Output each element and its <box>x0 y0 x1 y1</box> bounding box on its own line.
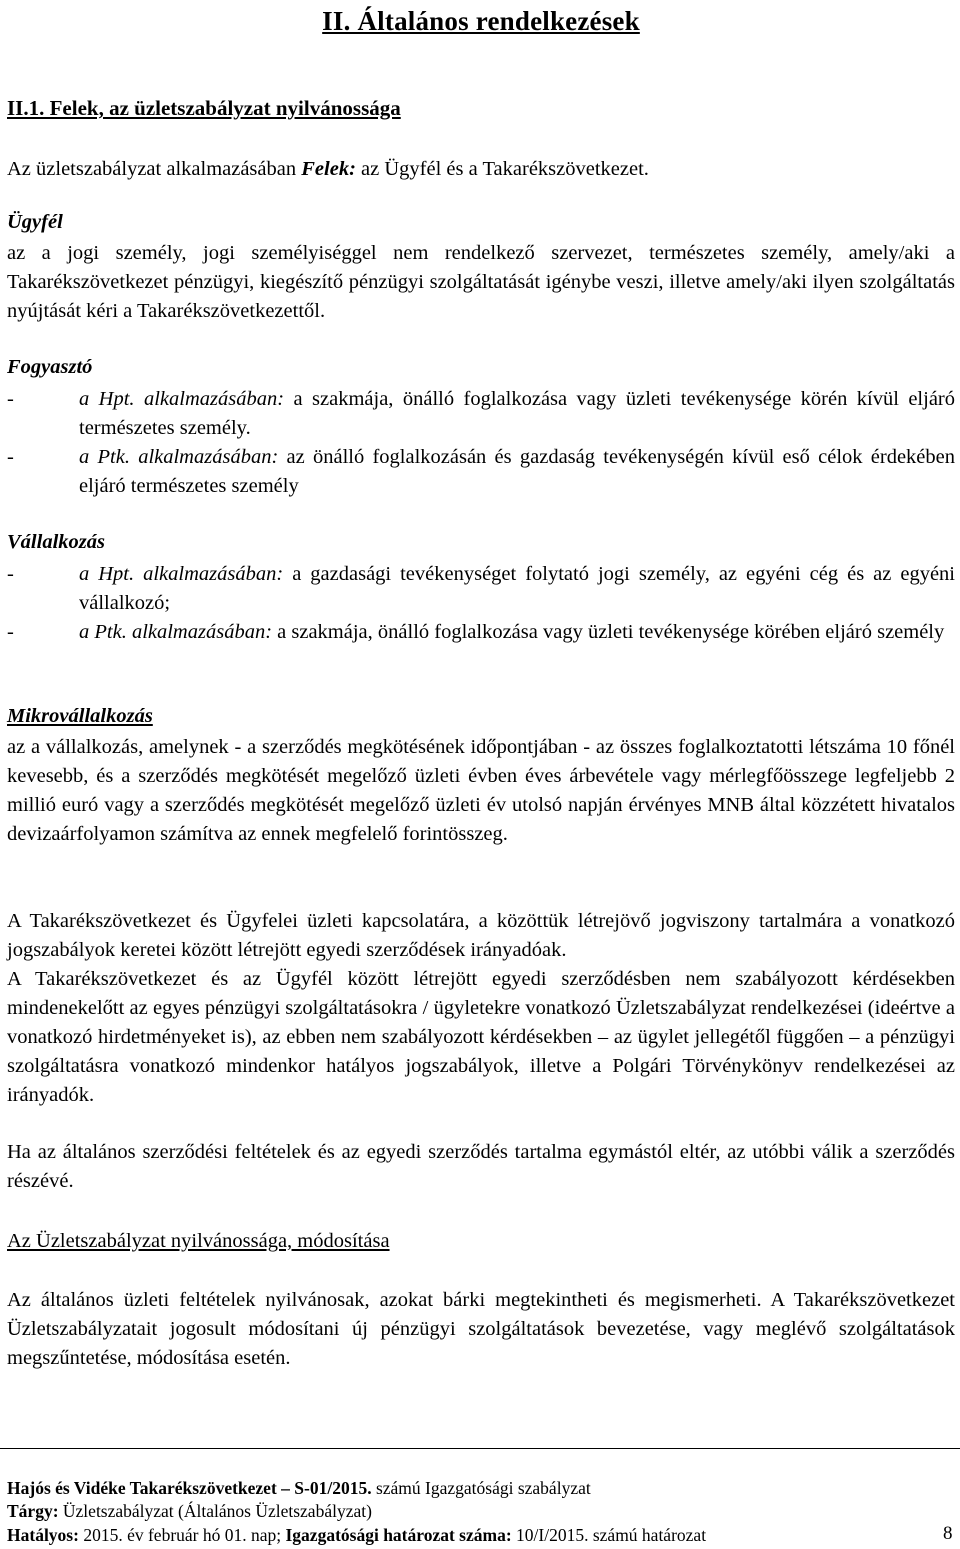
footer-resolution: 10/I/2015. számú határozat <box>511 1525 707 1545</box>
footer-subject: Üzletszabályzat (Általános Üzletszabályzat) <box>58 1501 372 1521</box>
ugyfel-definition: az a jogi személy, jogi személyiséggel nem rendelkező szervezet, természetes személy, amely/aki a Takarékszövetkezet pénzügyi, kiegészítő pénzügyi szolgáltatását igénybe veszi, illetve amely/aki ilyen szolgáltatás nyújtását kéri a Takarékszövetkezettől. <box>7 242 955 322</box>
footer-effective-date: 2015. év február hó 01. nap; <box>78 1525 286 1545</box>
section-heading: II.1. Felek, az üzletszabályzat nyilvánossága <box>7 96 401 120</box>
item-lead: a Hpt. alkalmazásában: <box>79 563 284 585</box>
footer-effective-label: Hatályos: <box>7 1525 79 1545</box>
paragraph-kapcsolat: A Takarékszövetkezet és Ügyfelei üzleti kapcsolatára, a közöttük létrejövő jogviszony tartalmára a vonatkozó jogszabályok keretei között létrejött egyedi szerződések irányadóak. <box>7 910 955 961</box>
list-dash: - <box>7 446 14 468</box>
felek-pre: Az üzletszabályzat alkalmazásában <box>7 158 302 180</box>
nyilvanossag-heading: Az Üzletszabályzat nyilvánossága, módosítása <box>7 1230 390 1252</box>
mikro-heading: Mikrovállalkozás <box>7 705 153 727</box>
item-text: a szakmája, önálló foglalkozása vagy üzleti tevékenysége körében eljáró személy <box>272 621 945 643</box>
vallalkozas-heading: Vállalkozás <box>7 531 105 553</box>
footer-resolution-label: Igazgatósági határozat száma: <box>285 1525 512 1545</box>
list-dash: - <box>7 621 14 643</box>
felek-term: Felek: <box>301 158 356 180</box>
felek-post: az Ügyfél és a Takarékszövetkezet. <box>355 158 649 180</box>
ugyfel-heading: Ügyfél <box>7 211 63 233</box>
item-lead: a Hpt. alkalmazásában: <box>79 388 285 410</box>
item-text: az önálló foglalkozásán és gazdaság tevékenységén kívül eső célok érdekében eljáró természetes személy <box>79 446 955 497</box>
paragraph-elteres: Ha az általános szerződési feltételek és az egyedi szerződés tartalma egymástól eltér, az utóbbi válik a szerződés részévé. <box>7 1141 955 1192</box>
paragraph-szabalyozott: A Takarékszövetkezet és az Ügyfél között létrejött egyedi szerződésben nem szabályozott kérdésekben mindenekelőtt az egyes pénzügyi szolgáltatásokra / ügyletekre vonatkozó Üzletszabályzat rendelkezései (ideértve a vonatkozó hirdetményeket is), az ebben nem szabályozott kérdésekben – az ügylet jellegétől függően – a pénzügyi szolgáltatásra vonatkozó mindenkor hatályos jogszabályok, illetve a Polgári Törvénykönyv rendelkezései az irányadók. <box>7 968 955 1106</box>
footer-line-1 <box>7 1477 591 1499</box>
footer-divider <box>0 1448 960 1449</box>
list-dash: - <box>7 388 14 410</box>
nyilvanossag-text: Az általános üzleti feltételek nyilvánosak, azokat bárki megtekintheti és megismerheti. A Takarékszövetkezet Üzletszabályzatait jogosult módosítani új pénzügyi szolgáltatások bevezetése, vagy meglévő szolgáltatások megszűntetése, módosítása esetén. <box>7 1289 955 1369</box>
footer-line-3 <box>7 1524 706 1546</box>
page-title: II. Általános rendelkezések <box>322 6 640 36</box>
item-text: a szakmája, önálló foglalkozása vagy üzleti tevékenysége körén kívül eljáró természetes személy. <box>79 388 956 439</box>
felek-paragraph <box>7 155 955 184</box>
fogyaszto-heading: Fogyasztó <box>7 356 93 378</box>
footer-subject-label: Tárgy: <box>7 1501 59 1521</box>
footer-line-2 <box>7 1500 372 1522</box>
page-number: 8 <box>943 1523 953 1544</box>
list-dash: - <box>7 563 14 585</box>
item-lead: a Ptk. alkalmazásában: <box>79 446 279 468</box>
footer-org: Hajós és Vidéke Takarékszövetkezet – S-01/2015. <box>7 1478 372 1498</box>
item-lead: a Ptk. alkalmazásában: <box>79 621 273 643</box>
item-text: a gazdasági tevékenységet folytató jogi személy, az egyéni cég és az egyéni vállalkozó; <box>79 563 955 614</box>
footer-regulation: számú Igazgatósági szabályzat <box>371 1478 591 1498</box>
mikro-definition: az a vállalkozás, amelynek - a szerződés megkötésének időpontjában - az összes foglalkoztatotti létszáma 10 főnél kevesebb, és a szerződés megkötését megelőző üzleti évben éves árbevétele vagy mérlegfőösszege legfeljebb 2 millió euró vagy a szerződés megkötését megelőző üzleti év utolsó napján érvényes MNB által közzétett hivatalos devizaárfolyamon számítva az ennek megfelelő forintösszeg. <box>7 736 955 845</box>
